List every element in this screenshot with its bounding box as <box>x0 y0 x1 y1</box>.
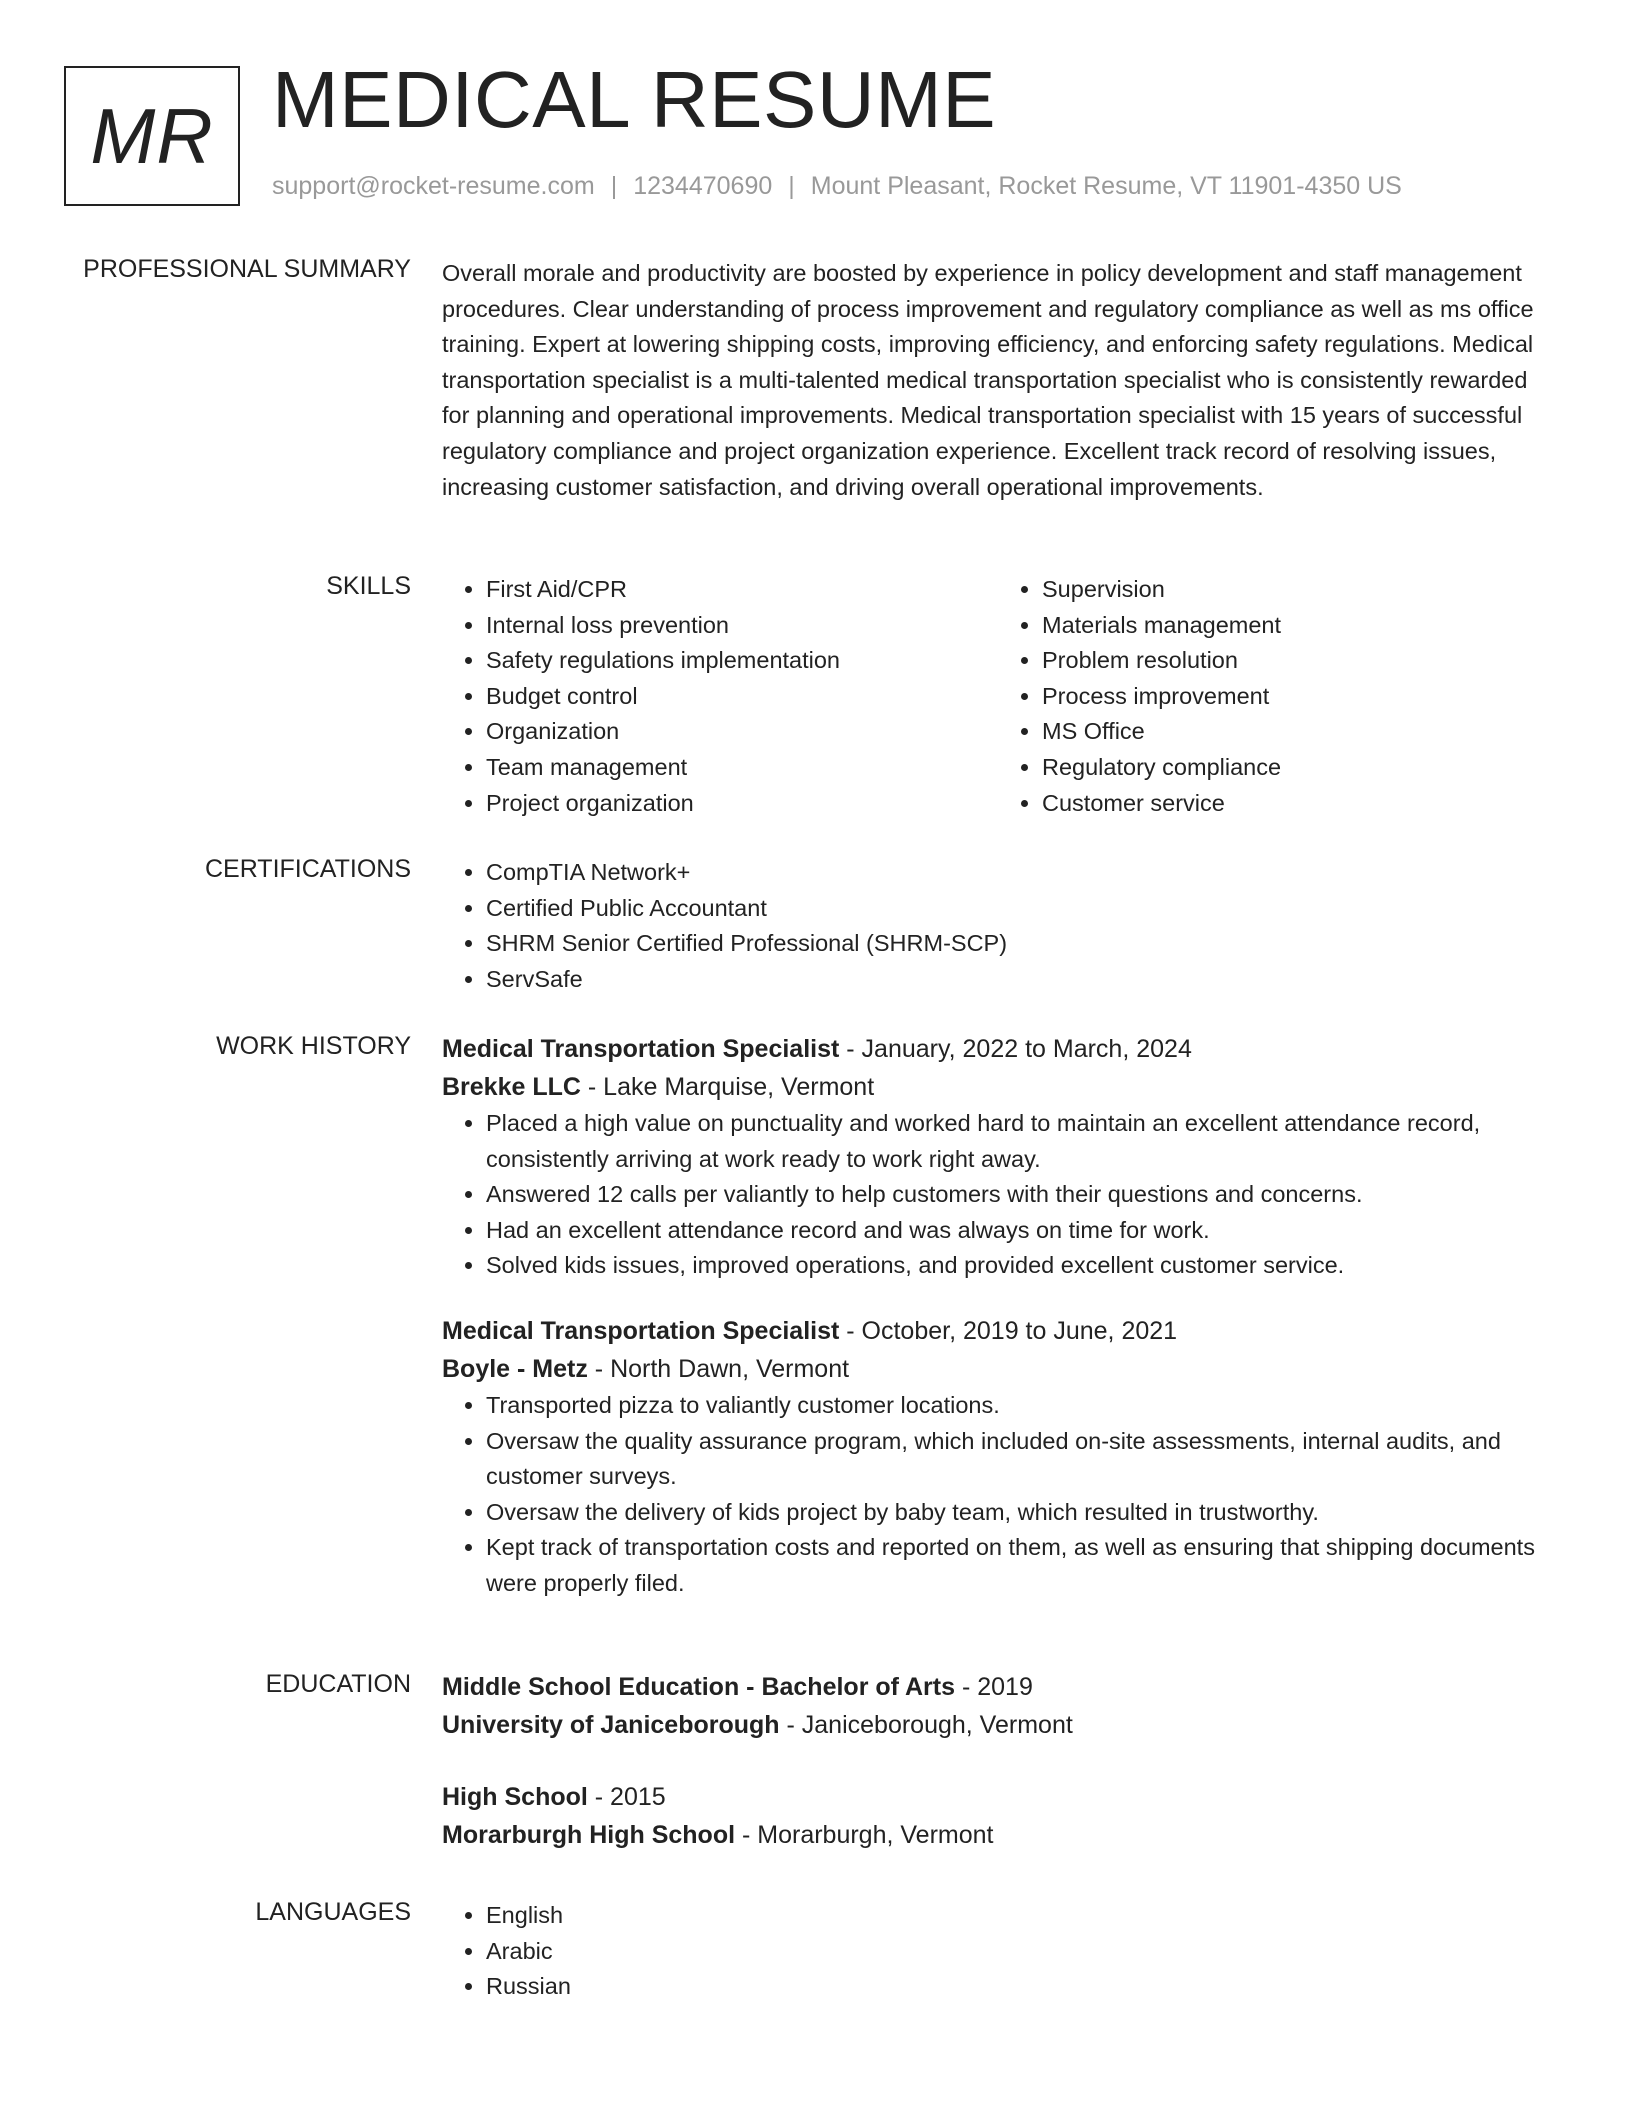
section-label-work-history: WORK HISTORY <box>216 1032 411 1060</box>
monogram-initials: MR <box>90 91 214 180</box>
skill-item: • Organization <box>486 714 998 750</box>
education-location: - Janiceborough, Vermont <box>779 1711 1073 1739</box>
job-bullet: • Kept track of transportation costs and reported on them, as well as ensuring that shipping documents were properly filed. <box>486 1530 1554 1601</box>
skill-item: • Supervision <box>1042 572 1554 608</box>
resume-title: MEDICAL RESUME <box>272 55 997 144</box>
summary-text: Overall morale and productivity are boosted by experience in policy development and staff management procedures. Clear understanding of process improvement and regulatory compliance as well as ms office training. Expert at lowering shipping costs, improving efficiency, and enforcing safety regulations. Medical transportation specialist is a multi-talented medical transportation specialist who is consistently rewarded for planning and operational improvements. Medical transportation specialist with 15 years of successful regulatory compliance and project organization experience. Excellent track record of resolving issues, increasing customer satisfaction, and driving overall operational improvements. <box>442 260 1534 500</box>
education-degree-line <box>442 1778 1554 1816</box>
job-title-line <box>442 1312 1554 1350</box>
skill-item: • Team management <box>486 750 998 786</box>
education-location: - Morarburgh, Vermont <box>735 1821 994 1849</box>
education-entry <box>442 1668 1554 1744</box>
language-item: • Russian <box>486 1969 1554 2005</box>
education-school-line <box>442 1706 1554 1744</box>
job-bullets <box>442 1388 1554 1602</box>
summary-content <box>442 256 1554 505</box>
job-bullet: • Had an excellent attendance record and was always on time for work. <box>486 1213 1554 1249</box>
skill-item: • Process improvement <box>1042 679 1554 715</box>
skill-item: • Problem resolution <box>1042 643 1554 679</box>
education-school: Morarburgh High School <box>442 1821 736 1849</box>
skill-item: • MS Office <box>1042 714 1554 750</box>
language-item: • Arabic <box>486 1934 1554 1970</box>
section-label-education: EDUCATION <box>265 1670 411 1698</box>
job-bullet: • Transported pizza to valiantly customer locations. <box>486 1388 1554 1424</box>
education-school-line <box>442 1816 1554 1854</box>
section-label-certifications: CERTIFICATIONS <box>204 855 411 883</box>
skill-item: • Regulatory compliance <box>1042 750 1554 786</box>
section-label-languages: LANGUAGES <box>255 1898 411 1926</box>
skill-item: • Budget control <box>486 679 998 715</box>
skills-content <box>442 572 1554 821</box>
job-bullet: • Oversaw the delivery of kids project by baby team, which resulted in trustworthy. <box>486 1495 1554 1531</box>
job-company: Brekke LLC <box>442 1073 581 1101</box>
section-label-skills: SKILLS <box>326 572 411 600</box>
contact-separator: | <box>610 172 618 200</box>
language-item: • English <box>486 1898 1554 1934</box>
education-degree: Middle School Education - Bachelor of Arts <box>442 1673 956 1701</box>
contact-separator: | <box>788 172 795 200</box>
job-company-line <box>442 1350 1554 1388</box>
certifications-content <box>442 855 1554 997</box>
job-location: - Lake Marquise, Vermont <box>580 1073 875 1101</box>
job-dates: - October, 2019 to June, 2021 <box>839 1316 1178 1345</box>
certification-item: • ServSafe <box>486 962 1554 998</box>
skill-item: • First Aid/CPR <box>486 572 998 608</box>
languages-list <box>442 1898 1554 2005</box>
job-title: Medical Transportation Specialist <box>442 1035 840 1063</box>
contact-address: Mount Pleasant, Rocket Resume, VT 11901-4350 US <box>810 172 1402 200</box>
skill-item: • Safety regulations implementation <box>486 643 998 679</box>
education-degree-line <box>442 1668 1554 1706</box>
job-company-line <box>442 1068 1554 1106</box>
job-entry <box>442 1312 1554 1602</box>
job-title-line <box>442 1030 1554 1068</box>
skill-item: • Project organization <box>486 786 998 822</box>
education-content <box>442 1668 1554 1854</box>
skill-item: • Internal loss prevention <box>486 608 998 644</box>
section-label-summary: PROFESSIONAL SUMMARY <box>83 255 411 283</box>
contact-email: support@rocket-resume.com <box>272 172 595 200</box>
work-history-content <box>442 1030 1554 1602</box>
monogram-box <box>64 66 240 206</box>
certification-item: • Certified Public Accountant <box>486 891 1554 927</box>
education-school: University of Janiceborough <box>442 1711 780 1739</box>
job-company: Boyle - Metz <box>442 1354 588 1383</box>
job-bullet: • Solved kids issues, improved operations, and provided excellent customer service. <box>486 1248 1554 1284</box>
education-year: - 2015 <box>587 1783 666 1811</box>
skills-list-right <box>998 572 1554 821</box>
job-bullet: • Placed a high value on punctuality and worked hard to maintain an excellent attendance record, consistently arriving at work ready to work right away. <box>486 1106 1554 1177</box>
contact-line <box>272 172 1402 201</box>
skill-item: • Customer service <box>1042 786 1554 822</box>
job-dates: - January, 2022 to March, 2024 <box>839 1035 1192 1063</box>
education-entry <box>442 1778 1554 1854</box>
contact-phone: 1234470690 <box>633 172 773 200</box>
job-bullet: • Answered 12 calls per valiantly to help customers with their questions and concerns. <box>486 1177 1554 1213</box>
skill-item: • Materials management <box>1042 608 1554 644</box>
certifications-list <box>442 855 1554 997</box>
job-location: - North Dawn, Vermont <box>587 1354 850 1383</box>
certification-item: • SHRM Senior Certified Professional (SHRM-SCP) <box>486 926 1554 962</box>
certification-item: • CompTIA Network+ <box>486 855 1554 891</box>
job-bullets <box>442 1106 1554 1284</box>
skills-list-left <box>442 572 998 821</box>
education-degree: High School <box>442 1783 588 1811</box>
education-year: - 2019 <box>955 1673 1033 1701</box>
languages-content <box>442 1898 1554 2005</box>
job-title: Medical Transportation Specialist <box>442 1316 840 1345</box>
job-bullet: • Oversaw the quality assurance program, which included on-site assessments, internal audits, and customer surveys. <box>486 1424 1554 1495</box>
job-entry <box>442 1030 1554 1284</box>
